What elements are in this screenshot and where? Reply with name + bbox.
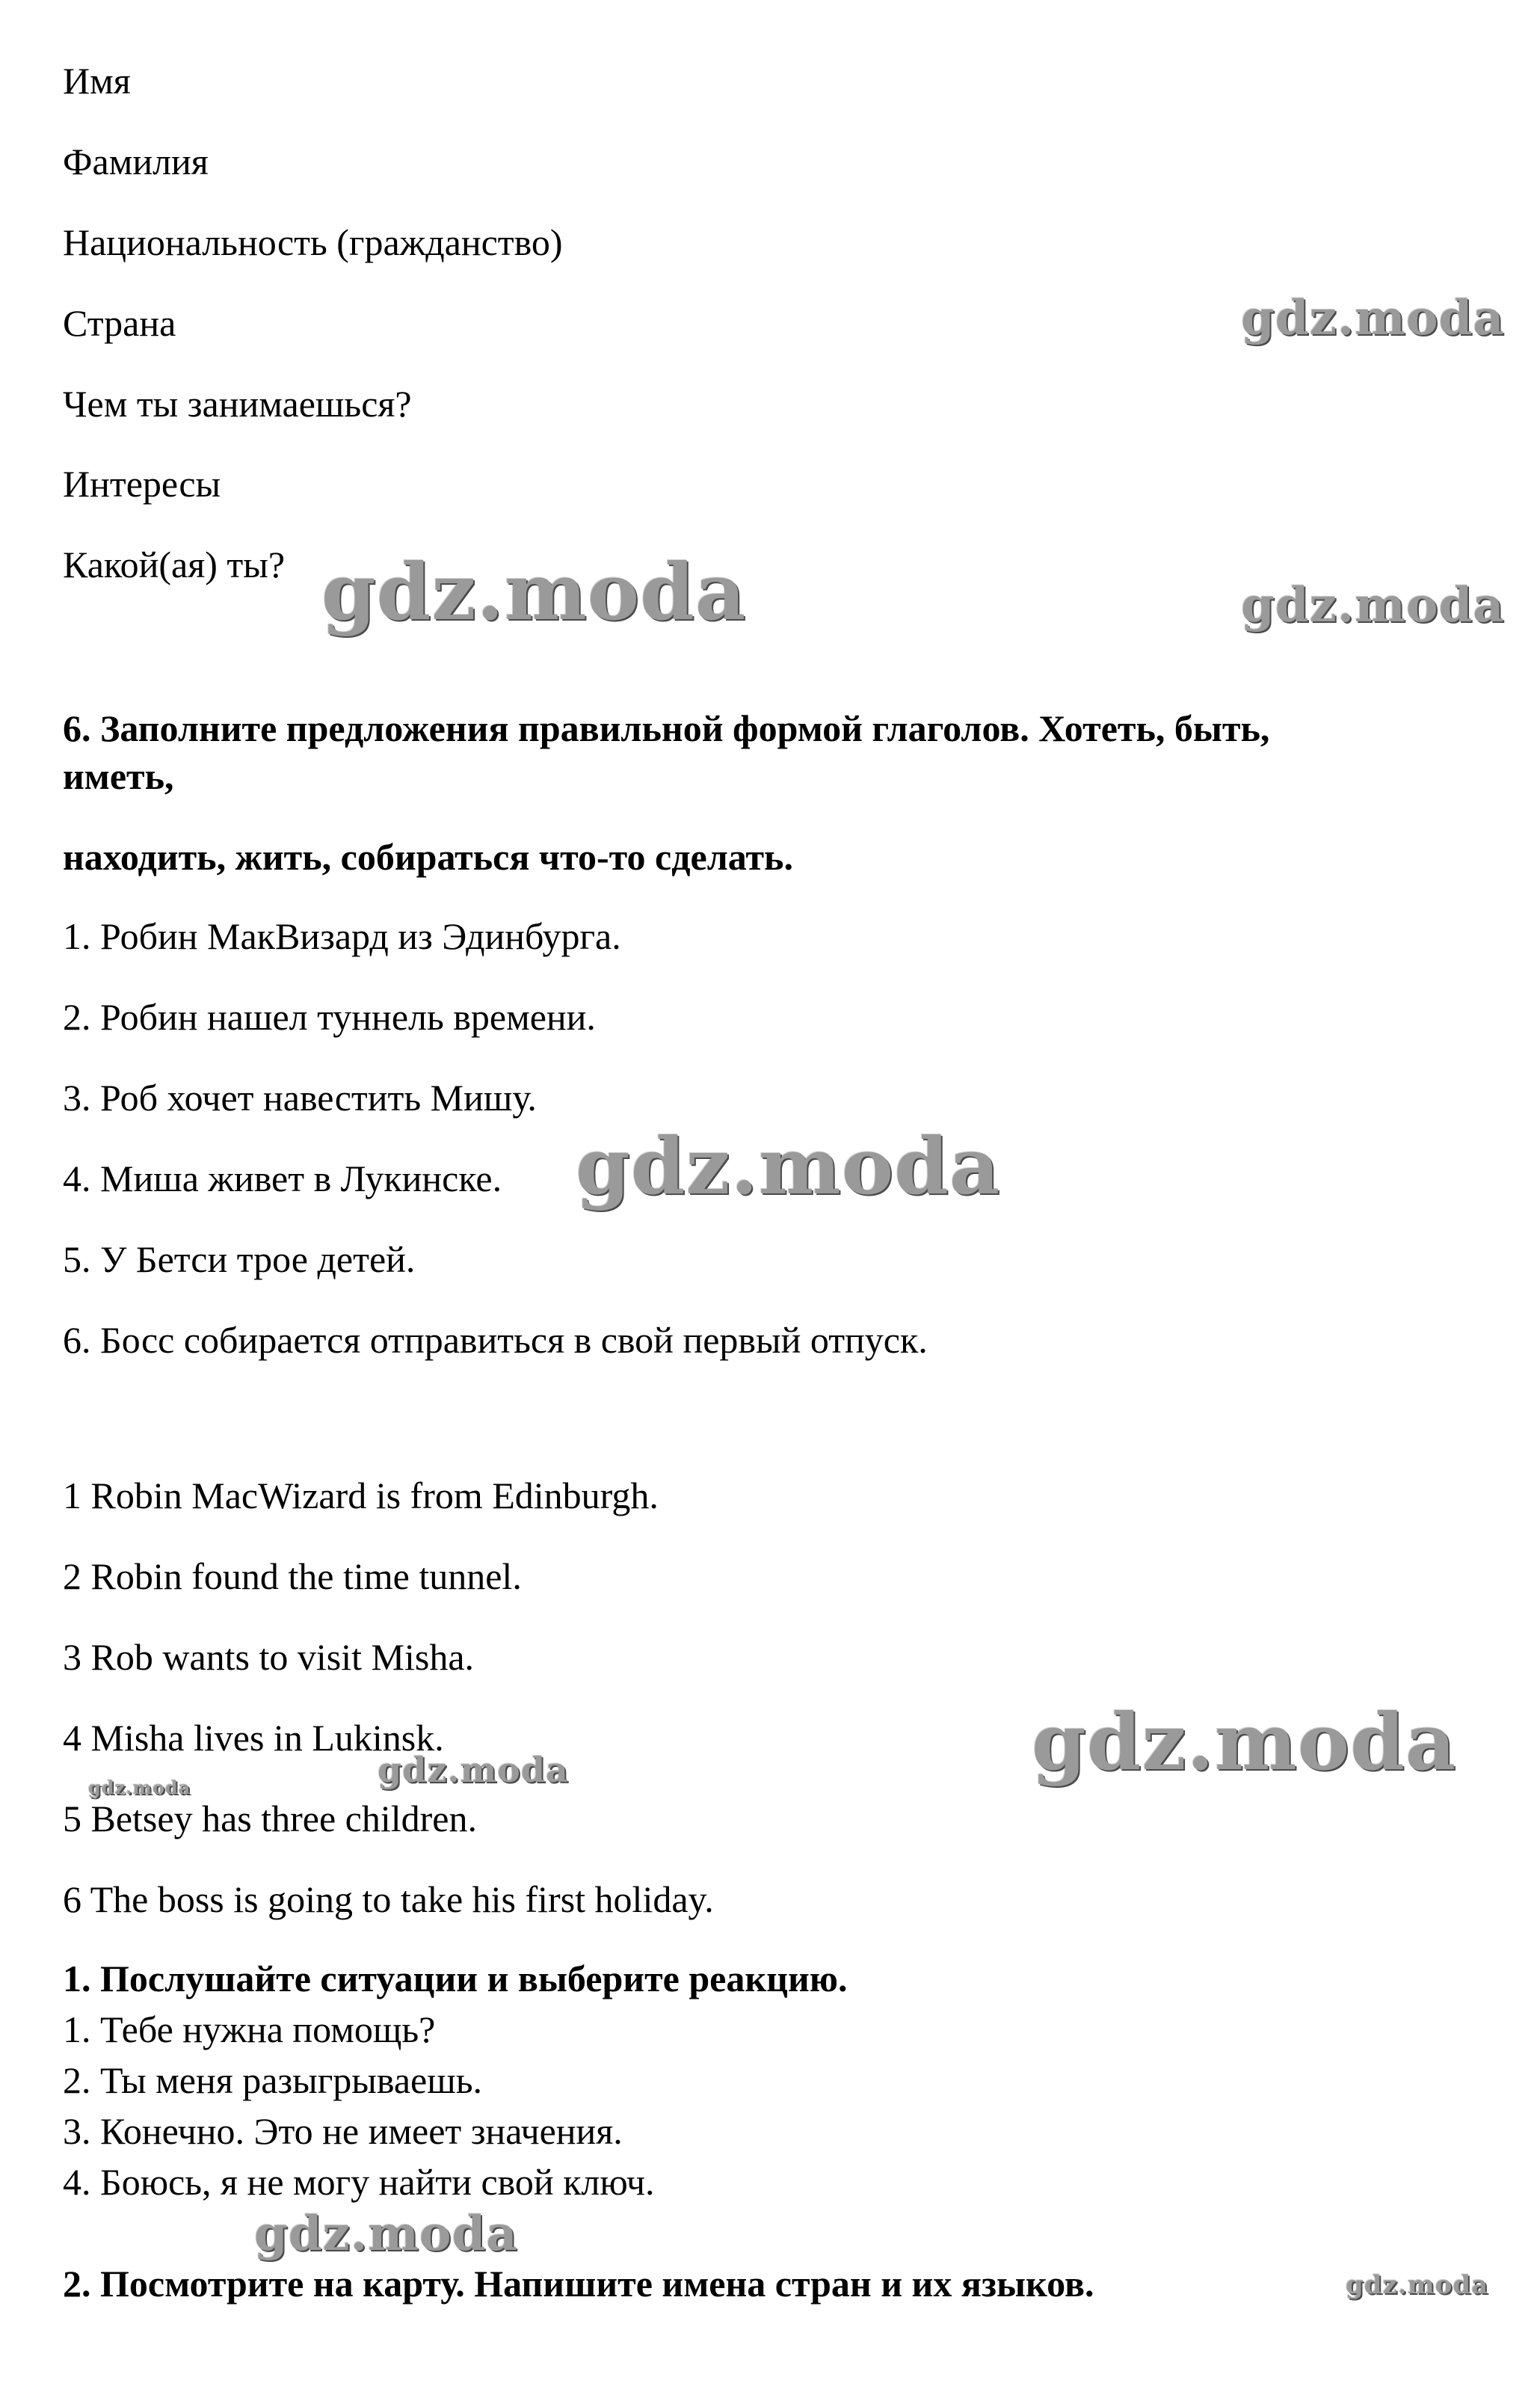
form-field-surname: Фамилия	[63, 141, 209, 182]
exercise2-heading: 2. Посмотрите на карту. Напишите имена стран и их языков.	[63, 2263, 1094, 2305]
form-field-occupation: Чем ты занимаешься?	[63, 383, 412, 425]
en-sentence-5: 5 Betsey has three children.	[63, 1798, 477, 1839]
watermark: gdz.moda	[1241, 290, 1505, 346]
exercise1-item-2: 2. Ты меня разыгрываешь.	[63, 2059, 483, 2101]
exercise1-item-1: 1. Тебе нужна помощь?	[63, 2008, 436, 2050]
watermark: gdz.moda	[88, 1777, 191, 1798]
exercise6-heading-line3: находить, жить, собираться что-то сделать.	[63, 836, 793, 878]
watermark: gdz.moda	[1346, 2270, 1489, 2300]
form-field-nationality: Национальность (гражданство)	[63, 221, 563, 263]
en-sentence-2: 2 Robin found the time tunnel.	[63, 1555, 522, 1597]
ru-sentence-1: 1. Робин МакВизард из Эдинбурга.	[63, 915, 621, 957]
watermark: gdz.moda	[321, 546, 747, 638]
form-field-name: Имя	[63, 60, 131, 102]
watermark: gdz.moda	[1032, 1696, 1457, 1788]
ru-sentence-5: 5. У Бетси трое детей.	[63, 1238, 416, 1280]
en-sentence-6: 6 The boss is going to take his first holiday.	[63, 1878, 714, 1920]
exercise6-heading-line2: иметь,	[63, 755, 174, 797]
form-field-country: Страна	[63, 302, 176, 344]
form-field-personality: Какой(ая) ты?	[63, 544, 286, 585]
form-field-interests: Интересы	[63, 463, 221, 505]
exercise1-item-4: 4. Боюсь, я не могу найти свой ключ.	[63, 2161, 655, 2203]
watermark: gdz.moda	[254, 2206, 518, 2262]
ru-sentence-4: 4. Миша живет в Лукинске.	[63, 1158, 502, 1199]
watermark: gdz.moda	[576, 1120, 1001, 1212]
ru-sentence-3: 3. Роб хочет навестить Мишу.	[63, 1077, 537, 1119]
en-sentence-3: 3 Rob wants to visit Misha.	[63, 1636, 475, 1678]
ru-sentence-2: 2. Робин нашел туннель времени.	[63, 996, 596, 1038]
en-sentence-1: 1 Robin MacWizard is from Edinburgh.	[63, 1475, 659, 1516]
exercise6-heading-line1: 6. Заполните предложения правильной формой глаголов. Хотеть, быть,	[63, 707, 1270, 749]
watermark: gdz.moda	[1241, 577, 1505, 633]
ru-sentence-6: 6. Босс собирается отправиться в свой первый отпуск.	[63, 1319, 928, 1361]
exercise1-item-3: 3. Конечно. Это не имеет значения.	[63, 2110, 623, 2152]
exercise1-heading: 1. Послушайте ситуации и выберите реакцию.	[63, 1958, 848, 1999]
watermark: gdz.moda	[378, 1750, 569, 1790]
en-sentence-4: 4 Misha lives in Lukinsk.	[63, 1717, 444, 1759]
